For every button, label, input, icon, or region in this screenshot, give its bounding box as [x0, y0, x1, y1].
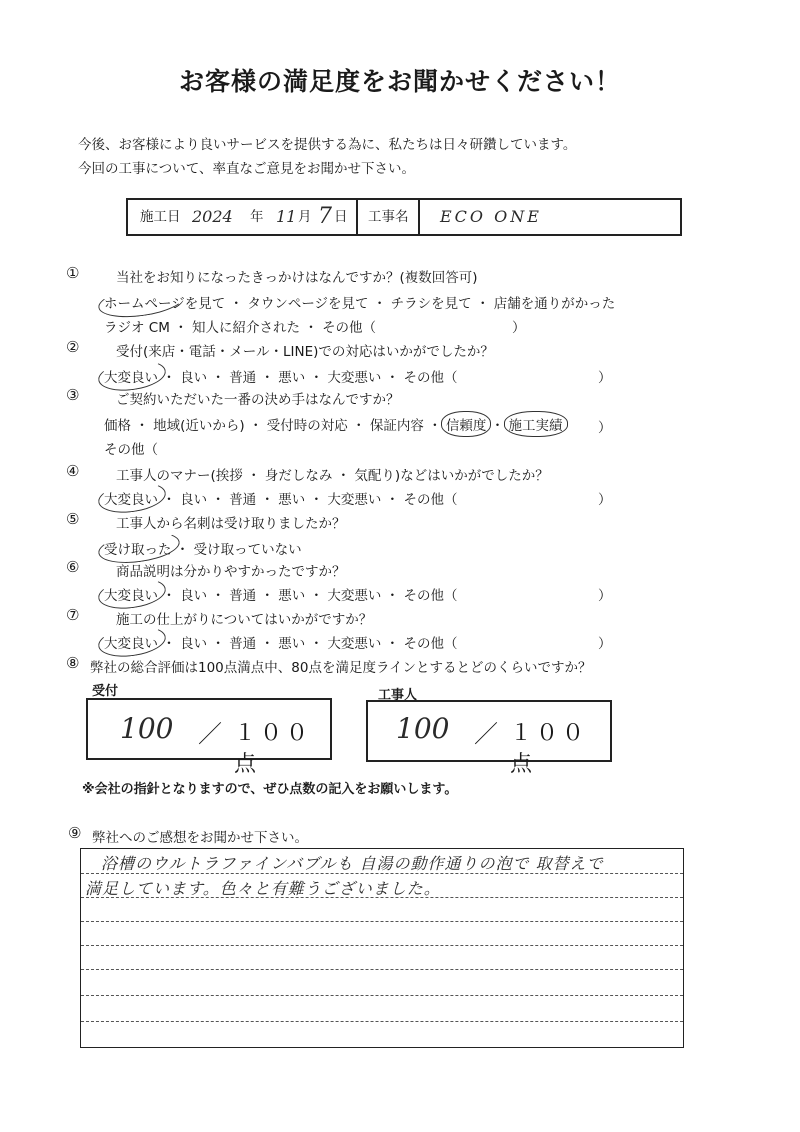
q3-number: ③	[66, 386, 80, 404]
comment-ruled-line	[81, 1021, 683, 1022]
q9-number: ⑨	[68, 824, 82, 842]
comment-ruled-line	[81, 921, 683, 922]
q4-opt-bad[interactable]: 悪い	[278, 492, 306, 508]
q3-options-row-2	[104, 438, 158, 458]
q4-other-close: ）	[598, 492, 612, 508]
q2-options: 大変良い ・ 良い ・ 普通 ・ 悪い ・ 大変悪い ・ その他（	[104, 366, 457, 386]
comment-ruled-line	[81, 969, 683, 970]
q7-options: 大変良い ・ 良い ・ 普通 ・ 悪い ・ 大変悪い ・ その他（	[104, 632, 457, 652]
q3-opt-area[interactable]: 地域(近いから)	[153, 418, 245, 434]
q4-circle-mark	[96, 478, 167, 516]
q4-text: 工事人のマナー(挨拶 ・ 身だしなみ ・ 気配り)などはいかがでしたか？	[116, 468, 549, 484]
q6-opt-very-bad[interactable]: 大変悪い	[327, 588, 382, 604]
q1-opt-flyer[interactable]: チラシを見て	[390, 296, 472, 312]
q2-opt-other[interactable]: その他（	[403, 370, 458, 386]
q4-opt-good[interactable]: 良い	[180, 492, 208, 508]
q5-options: 受け取った ・ 受け取っていない	[104, 538, 302, 558]
q3-opt-reception[interactable]: 受付時の対応	[266, 418, 348, 434]
q6-opt-bad[interactable]: 悪い	[278, 588, 306, 604]
q1-opt-other[interactable]: その他（	[322, 320, 377, 336]
worker-score-box	[366, 700, 612, 777]
month-unit: 月	[298, 209, 312, 225]
project-divider	[418, 200, 420, 234]
q4-opt-normal[interactable]: 普通	[229, 492, 257, 508]
q2-opt-very-good[interactable]: 大変良い	[104, 366, 158, 386]
q1-options-row-2: ラジオ CM ・ 知人に紹介された ・ その他（	[104, 316, 376, 336]
project-name[interactable]: ECO ONE	[440, 207, 542, 226]
q8-text: 弊社の総合評価は100点満点中、80点を満足度ラインとするとどのくらいですか？	[90, 660, 592, 676]
q7-opt-normal[interactable]: 普通	[229, 636, 257, 652]
q1-opt-homepage[interactable]: ホームページを見て	[104, 292, 225, 312]
q5-number: ⑤	[66, 510, 80, 528]
reception-max-label: １００点	[234, 721, 313, 777]
q6-options: 大変良い ・ 良い ・ 普通 ・ 悪い ・ 大変悪い ・ その他（	[104, 584, 457, 604]
q6-circle-mark	[96, 574, 167, 612]
comment-handwritten-line-1: 浴槽のウルトラファインバブルも 自湯の動作通りの泡で 取替えで	[101, 854, 604, 873]
reception-label: 受付	[92, 684, 119, 699]
q6-text: 商品説明は分かりやすかったですか？	[116, 564, 346, 580]
q7-text: 施工の仕上がりについてはいかがですか？	[116, 612, 373, 628]
date-project-box	[126, 198, 682, 236]
comment-ruled-line	[81, 945, 683, 946]
q2-opt-normal[interactable]: 普通	[229, 370, 257, 386]
q1-opt-radio-cm[interactable]: ラジオ CM	[104, 320, 170, 336]
q7-opt-very-bad[interactable]: 大変悪い	[327, 636, 382, 652]
q9-text: 弊社へのご感想をお聞かせ下さい。	[92, 830, 308, 846]
q2-opt-bad[interactable]: 悪い	[278, 370, 306, 386]
q3-opt-trust[interactable]: 信頼度	[446, 414, 487, 434]
project-label: 工事名	[368, 209, 409, 225]
q1-number: ①	[66, 264, 80, 282]
q2-number: ②	[66, 338, 80, 356]
q2-opt-very-bad[interactable]: 大変悪い	[327, 370, 382, 386]
intro-line-2: 今回の工事について、率直なご意見をお聞かせ下さい。	[78, 161, 415, 177]
q2-opt-good[interactable]: 良い	[180, 370, 208, 386]
reception-score-box	[86, 698, 332, 777]
q7-opt-bad[interactable]: 悪い	[278, 636, 306, 652]
q5-opt-received[interactable]: 受け取った	[104, 538, 172, 558]
day-unit: 日	[334, 209, 348, 225]
q1-opt-referral[interactable]: 知人に紹介された	[191, 320, 300, 336]
q7-opt-other[interactable]: その他（	[403, 636, 458, 652]
q2-other-close: ）	[598, 370, 612, 386]
q6-other-close: ）	[598, 588, 612, 604]
q6-number: ⑥	[66, 558, 80, 576]
q2-text: 受付(来店・電話・メール・LINE)での対応はいかがでしたか？	[116, 344, 494, 360]
q8-number: ⑧	[66, 654, 80, 672]
q4-opt-other[interactable]: その他（	[403, 492, 458, 508]
q3-opt-track-record[interactable]: 施工実績	[509, 414, 563, 434]
q1-opt-townpage[interactable]: タウンページを見て	[247, 296, 369, 312]
comment-handwritten-line-2: 満足しています。色々と有難うございました。	[85, 879, 441, 898]
q1-options-row-1: ホームページを見て ・ タウンページを見て ・ チラシを見て ・ 店舗を通りがかった	[104, 292, 615, 312]
q7-circle-mark	[96, 622, 167, 660]
q1-text: 当社をお知りになったきっかけはなんですか？(複数回答可)	[116, 270, 478, 286]
q1-opt-store[interactable]: 店舗を通りがかった	[493, 296, 616, 312]
q6-opt-other[interactable]: その他（	[403, 588, 458, 604]
q3-other-close: ）	[598, 420, 612, 436]
reception-slash: ／	[198, 720, 222, 748]
q4-options: 大変良い ・ 良い ・ 普通 ・ 悪い ・ 大変悪い ・ その他（	[104, 488, 457, 508]
intro-line-1: 今後、お客様により良いサービスを提供する為に、私たちは日々研鑽しています。	[78, 137, 577, 153]
q7-opt-very-good[interactable]: 大変良い	[104, 632, 158, 652]
worker-score-value[interactable]: 100	[396, 712, 450, 745]
q3-opt-warranty[interactable]: 保証内容	[369, 418, 424, 434]
q3-trust-circle-mark	[441, 411, 492, 437]
year-unit: 年	[250, 209, 264, 225]
q4-number: ④	[66, 462, 80, 480]
q3-opt-price[interactable]: 価格	[104, 418, 131, 434]
q3-options-row-1: 価格 ・ 地域(近いから) ・ 受付時の対応 ・ 保証内容 ・ 信頼度 ・ 施工実績	[104, 414, 563, 434]
q6-opt-normal[interactable]: 普通	[229, 588, 257, 604]
reception-score-value[interactable]: 100	[120, 712, 174, 745]
score-note: ※会社の指針となりますので、ぜひ点数の記入をお願いします。	[82, 782, 458, 797]
date-year[interactable]: 2024	[192, 207, 233, 226]
date-label: 施工日	[140, 209, 181, 225]
q3-text: ご契約いただいた一番の決め手はなんですか？	[116, 392, 400, 408]
comment-box[interactable]	[80, 848, 684, 1048]
q5-text: 工事人から名刺は受け取りましたか？	[116, 516, 346, 532]
q7-opt-good[interactable]: 良い	[180, 636, 208, 652]
worker-slash: ／	[474, 720, 498, 748]
q6-opt-very-good[interactable]: 大変良い	[104, 584, 158, 604]
worker-max-label: １００点	[510, 721, 589, 777]
q6-opt-good[interactable]: 良い	[180, 588, 208, 604]
q5-opt-not-received[interactable]: 受け取っていない	[193, 542, 302, 558]
q3-record-circle-mark	[504, 411, 568, 437]
date-divider	[356, 200, 358, 234]
page-title: お客様の満足度をお聞かせください！	[178, 67, 621, 96]
worker-label: 工事人	[378, 688, 418, 703]
q4-opt-very-good[interactable]: 大変良い	[104, 488, 158, 508]
q7-number: ⑦	[66, 606, 80, 624]
date-month[interactable]: 11	[276, 207, 297, 226]
q4-opt-very-bad[interactable]: 大変悪い	[327, 492, 382, 508]
q7-other-close: ）	[598, 636, 612, 652]
q3-opt-other[interactable]: その他（	[104, 442, 158, 458]
comment-ruled-line	[81, 995, 683, 996]
q1-other-close: ）	[512, 320, 526, 336]
date-day[interactable]: 7	[318, 204, 332, 229]
